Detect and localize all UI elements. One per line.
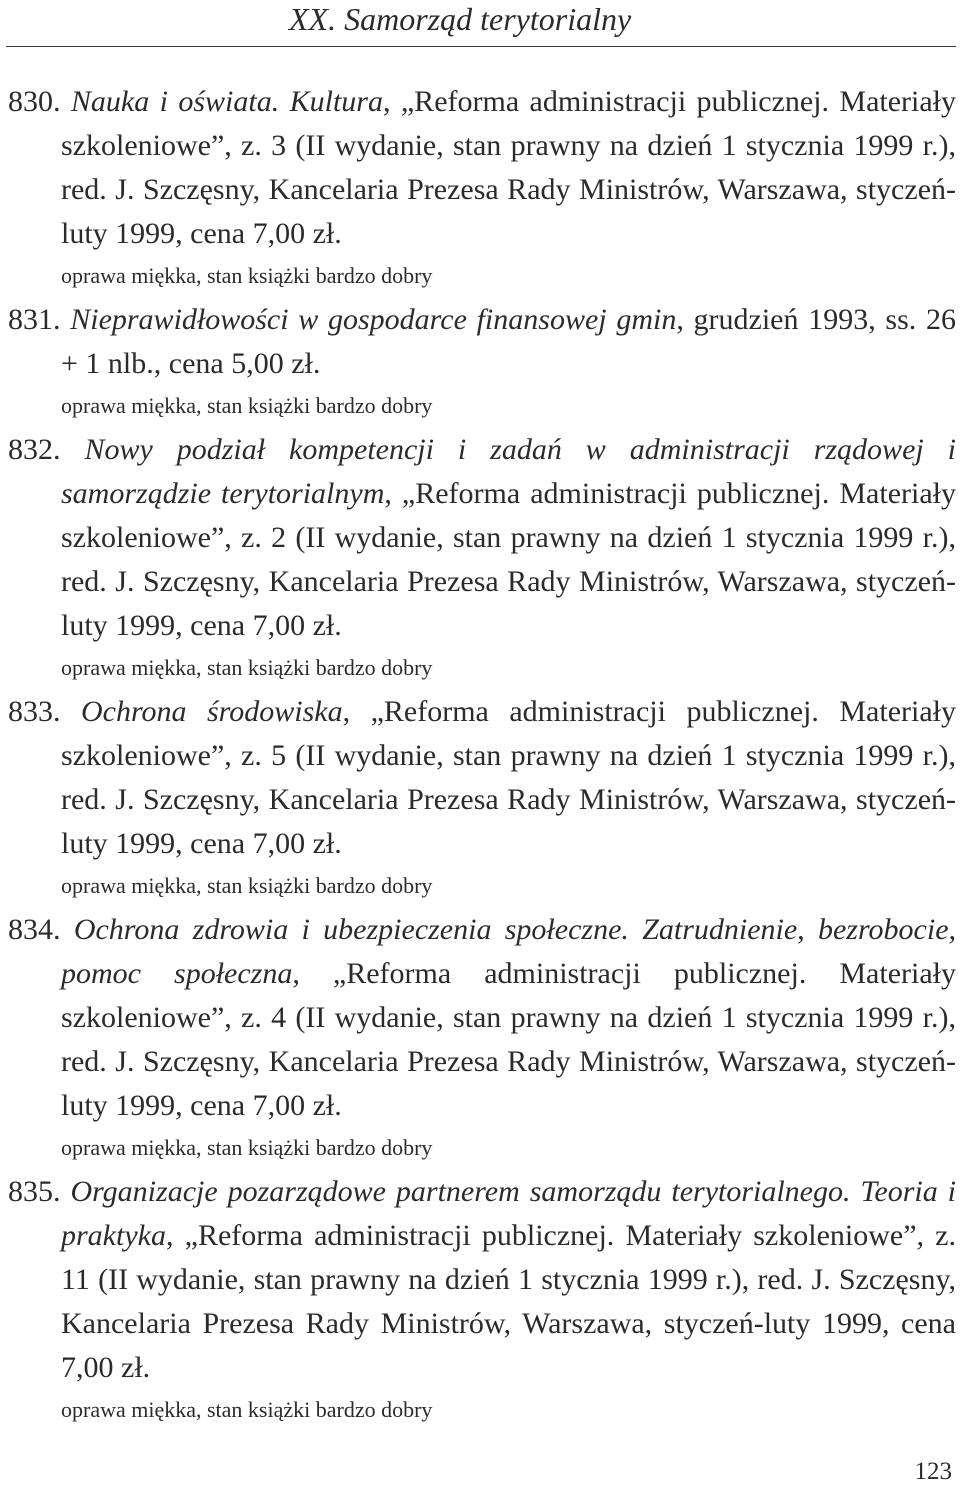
entry-description: , „Reforma administracji publicznej. Materiały szkoleniowe”, z. 5 (II wydanie, stan prawny na dzień 1 stycznia 1999 r.), red. J. Szczęsny, Kancelaria Prezesa Rady Ministrów, Warszawa, styczeń-luty 1999, cena 7,00 zł.: [61, 695, 956, 860]
entry-number: 835.: [8, 1175, 61, 1208]
catalog-entry-833: [8, 690, 956, 906]
catalog-entry-830: [8, 80, 956, 296]
entry-text: [8, 80, 956, 256]
entry-condition-note: oprawa miękka, stan książki bardzo dobry: [61, 393, 433, 418]
entry-text: [8, 428, 956, 648]
catalog-entry-831: [8, 298, 956, 426]
catalog-entry-834: [8, 908, 956, 1168]
catalog-entry-832: [8, 428, 956, 688]
entry-description: , „Reforma administracji publicznej. Materiały szkoleniowe”, z. 3 (II wydanie, stan prawny na dzień 1 stycznia 1999 r.), red. J. Szczęsny, Kancelaria Prezesa Rady Ministrów, Warszawa, styczeń-luty 1999, cena 7,00 zł.: [61, 85, 957, 250]
entry-title: Nowy podział kompetencji i zadań w administracji rządowej i samorządzie terytorialnym: [61, 433, 957, 510]
entry-text: [8, 298, 956, 386]
entry-number: 830.: [8, 85, 61, 118]
entry-title: Ochrona zdrowia i ubezpieczenia społeczne. Zatrudnienie, bezrobocie, pomoc społeczna: [61, 913, 957, 990]
entry-title: Organizacje pozarządowe partnerem samorządu terytorialnego. Teoria i praktyka: [61, 1175, 956, 1252]
entry-number: 833.: [8, 695, 61, 728]
entry-title: Nieprawidłowości w gospodarce finansowej gmin: [70, 303, 677, 336]
entry-text: [8, 908, 956, 1128]
entry-condition-note: oprawa miękka, stan książki bardzo dobry: [61, 1397, 433, 1422]
entry-condition-note: oprawa miękka, stan książki bardzo dobry: [61, 873, 433, 898]
entry-description: , grudzień 1993, ss. 26 + 1 nlb., cena 5,00 zł.: [61, 303, 957, 380]
catalog-entry-835: [8, 1170, 956, 1430]
entry-text: [8, 690, 956, 866]
entry-title: Nauka i oświata. Kultura: [70, 85, 383, 118]
running-head-title: XX. Samorząd terytorialny: [289, 1, 632, 37]
entry-description: , „Reforma administracji publicznej. Materiały szkoleniowe”, z. 4 (II wydanie, stan prawny na dzień 1 stycznia 1999 r.), red. J. Szczęsny, Kancelaria Prezesa Rady Ministrów, Warszawa, styczeń-luty 1999, cena 7,00 zł.: [61, 957, 956, 1122]
entry-number: 831.: [8, 303, 61, 336]
entry-description: , „Reforma administracji publicznej. Materiały szkoleniowe”, z. 11 (II wydanie, stan prawny na dzień 1 stycznia 1999 r.), red. J. Szczęsny, Kancelaria Prezesa Rady Ministrów, Warszawa, styczeń-luty 1999, cena 7,00 zł.: [61, 1219, 956, 1384]
entry-number: 832.: [8, 433, 61, 466]
entry-description: , „Reforma administracji publicznej. Materiały szkoleniowe”, z. 2 (II wydanie, stan prawny na dzień 1 stycznia 1999 r.), red. J. Szczęsny, Kancelaria Prezesa Rady Ministrów, Warszawa, styczeń-luty 1999, cena 7,00 zł.: [61, 477, 956, 642]
page-number: 123: [914, 1458, 952, 1485]
entry-condition-note: oprawa miękka, stan książki bardzo dobry: [61, 655, 433, 680]
catalog-entries: [8, 80, 956, 1432]
entry-text: [8, 1170, 956, 1390]
entry-title: Ochrona środowiska: [80, 695, 343, 728]
header-rule: [6, 46, 956, 47]
entry-condition-note: oprawa miękka, stan książki bardzo dobry: [61, 1135, 433, 1160]
entry-number: 834.: [8, 913, 61, 946]
entry-condition-note: oprawa miękka, stan książki bardzo dobry: [61, 263, 433, 288]
